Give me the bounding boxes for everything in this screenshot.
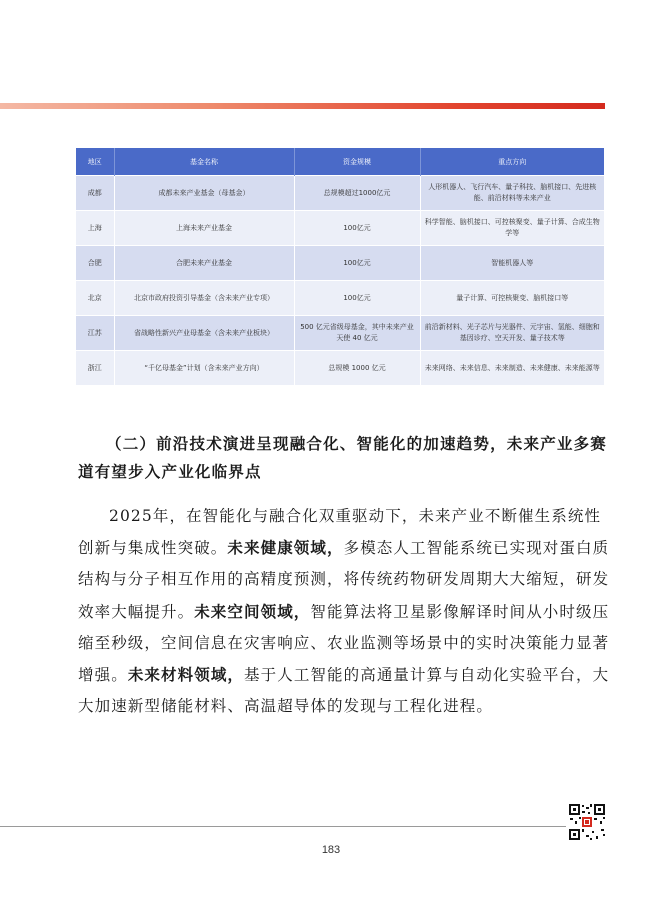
section-heading: （二）前沿技术演进呈现融合化、智能化的加速趋势，未来产业多赛道有望步入产业化临界点 xyxy=(78,434,608,481)
cell-scale: 总规模超过1000亿元 xyxy=(294,176,420,211)
cell-focus: 智能机器人等 xyxy=(420,246,604,281)
cell-fund: 省战略性新兴产业母基金（含未来产业板块） xyxy=(114,316,294,351)
cell-fund: 北京市政府投资引导基金（含未来产业专项） xyxy=(114,281,294,316)
header-fund-name: 基金名称 xyxy=(114,148,294,176)
para-text-4: 基于人工智能的高通量计算与自动化实验平台，大大加速新型储能材料、高温超导体的发现与工程化进程。 xyxy=(78,666,610,716)
cell-focus: 人形机器人、飞行汽车、量子科技、脑机接口、先进核能、前沿材料等未来产业 xyxy=(420,176,604,211)
cell-region: 成都 xyxy=(76,176,114,211)
cell-fund: 合肥未来产业基金 xyxy=(114,246,294,281)
cell-scale: 100亿元 xyxy=(294,246,420,281)
page-number: 183 xyxy=(321,844,341,856)
body-paragraph xyxy=(78,501,610,722)
table-header-row xyxy=(76,148,604,176)
cell-focus: 前沿新材料、光子芯片与光器件、元宇宙、氢能、细胞和基因诊疗、空天开发、量子技术等 xyxy=(420,316,604,351)
cell-scale: 100亿元 xyxy=(294,281,420,316)
cell-scale: 500 亿元省级母基金，其中未来产业天使 40 亿元 xyxy=(294,316,420,351)
fund-table xyxy=(76,148,604,385)
header-focus: 重点方向 xyxy=(420,148,604,176)
cell-focus: 科学智能、脑机接口、可控核聚变、量子计算、合成生物学等 xyxy=(420,211,604,246)
keyword-future-health: 未来健康领域， xyxy=(227,538,344,558)
cell-fund: 上海未来产业基金 xyxy=(114,211,294,246)
header-region: 地区 xyxy=(76,148,114,176)
table-row xyxy=(76,351,604,386)
cell-region: 北京 xyxy=(76,281,114,316)
qr-code-icon xyxy=(568,803,606,841)
table-row xyxy=(76,281,604,316)
cell-scale: 总规模 1000 亿元 xyxy=(294,351,420,386)
cell-fund: 成都未来产业基金（母基金） xyxy=(114,176,294,211)
para-text-3: 智能算法将卫星影像解译时间从小时级压缩至秒级，空间信息在灾害响应、农业监测等场景中的实时决策能力显著增强。 xyxy=(78,602,610,685)
keyword-future-materials: 未来材料领域， xyxy=(127,665,245,685)
header-fund-scale: 资金规模 xyxy=(294,148,420,176)
para-text-1: 2025年，在智能化与融合化双重驱动下，未来产业不断催生系统性创新与集成性突破。 xyxy=(78,507,602,558)
cell-fund: “千亿母基金”计划（含未来产业方向） xyxy=(114,351,294,386)
cell-focus: 量子计算、可控核聚变、脑机接口等 xyxy=(420,281,604,316)
top-decorative-bar xyxy=(0,103,605,109)
para-text-2: 多模态人工智能系统已实现对蛋白质结构与分子相互作用的高精度预测，将传统药物研发周期大大缩短，研发效率大幅提升。 xyxy=(78,539,610,621)
table-row xyxy=(76,316,604,351)
qr-code-graphic xyxy=(568,803,606,841)
keyword-future-space: 未来空间领域， xyxy=(194,601,311,621)
table-row xyxy=(76,176,604,211)
cell-region: 浙江 xyxy=(76,351,114,386)
cell-region: 合肥 xyxy=(76,246,114,281)
cell-region: 江苏 xyxy=(76,316,114,351)
cell-region: 上海 xyxy=(76,211,114,246)
fund-table-container xyxy=(76,148,604,385)
footer-rule xyxy=(0,826,566,827)
table-row xyxy=(76,246,604,281)
cell-focus: 未来网络、未来信息、未来制造、未来健康、未来能源等 xyxy=(420,351,604,386)
cell-scale: 100亿元 xyxy=(294,211,420,246)
table-row xyxy=(76,211,604,246)
